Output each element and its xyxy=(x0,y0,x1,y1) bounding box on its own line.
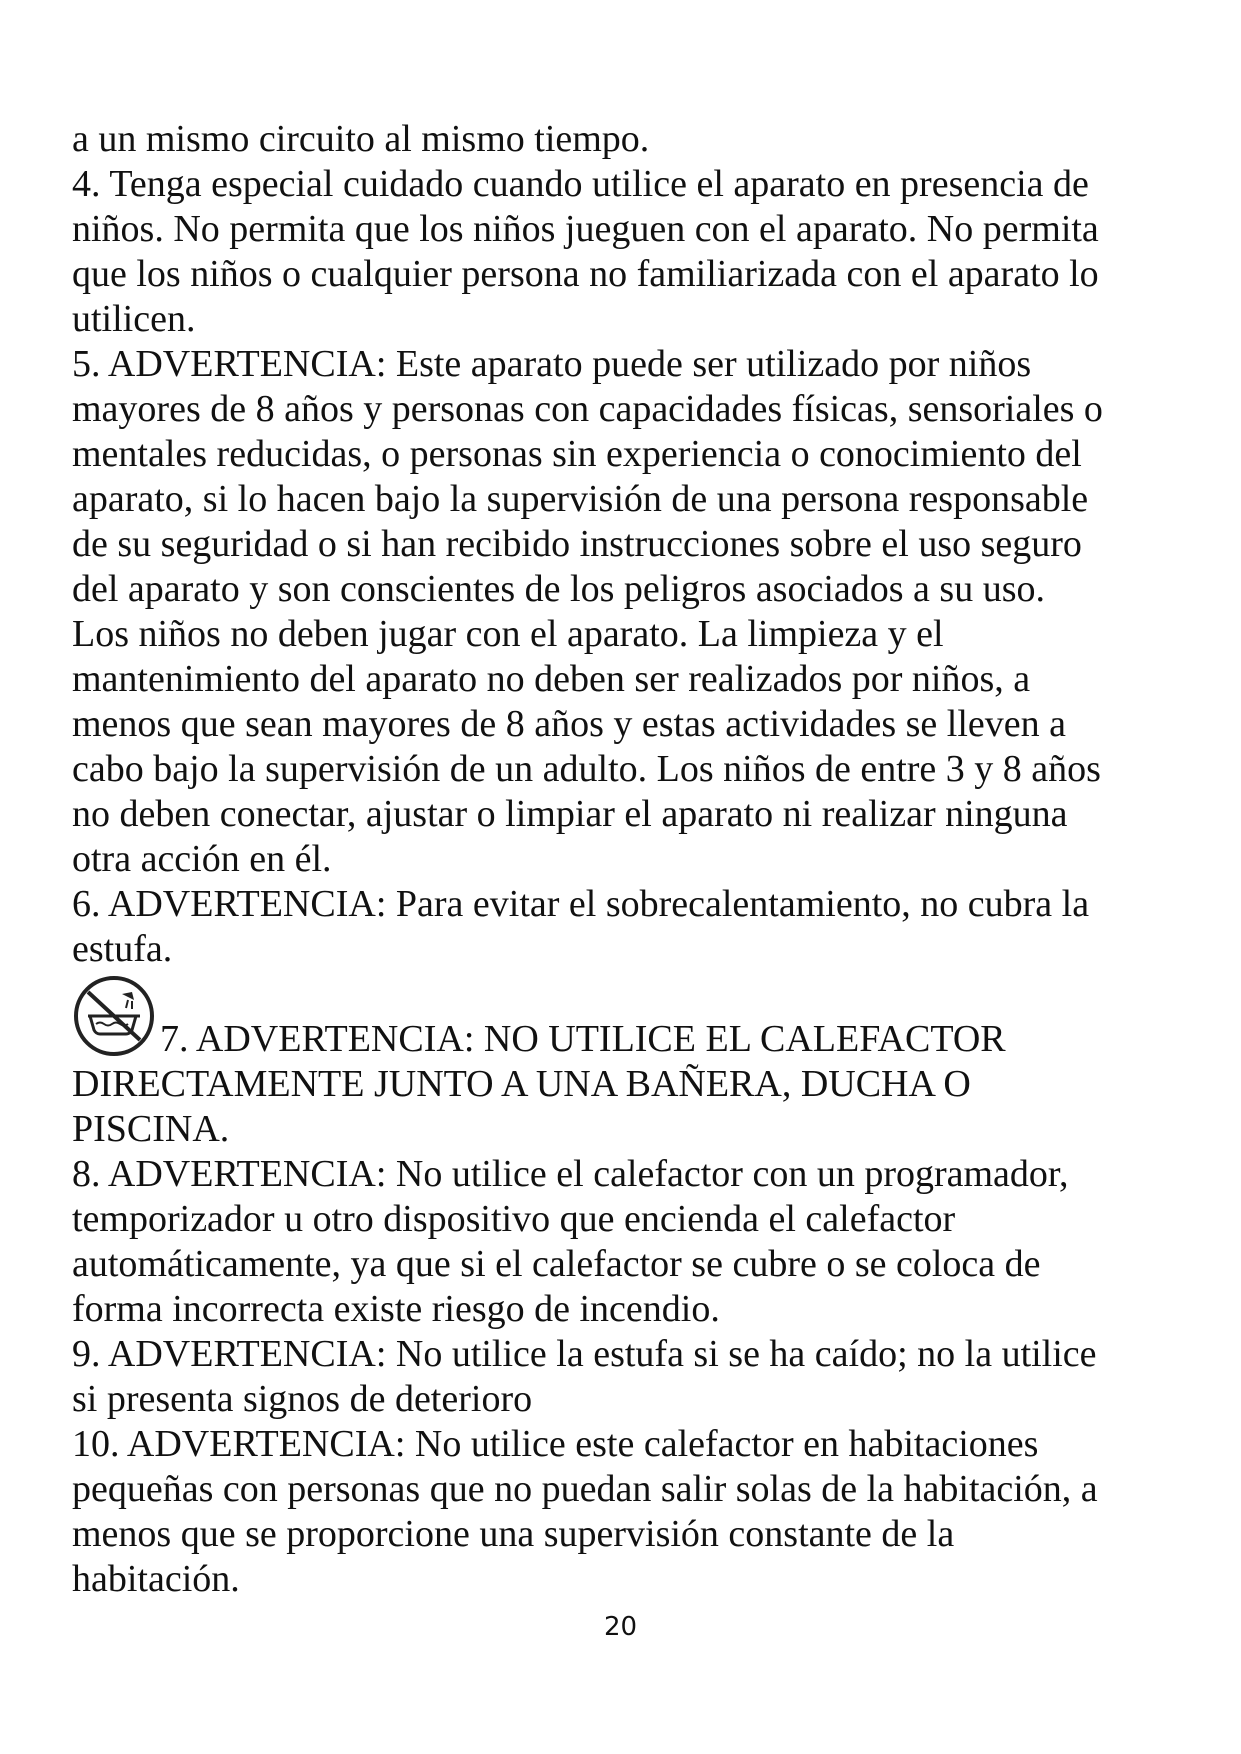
text-line: menos que sean mayores de 8 años y estas actividades se lleven a xyxy=(72,703,1067,745)
text-line: Los niños no deben jugar con el aparato. La limpieza y el xyxy=(72,613,944,655)
page-number: 20 xyxy=(603,1612,638,1642)
text-line: 9. ADVERTENCIA: No utilice la estufa si se ha caído; no la utilice xyxy=(72,1333,1097,1375)
text-line: que los niños o cualquier persona no familiarizada con el aparato lo xyxy=(72,253,1099,295)
text-line: 8. ADVERTENCIA: No utilice el calefactor con un programador, xyxy=(72,1153,1069,1195)
text-line: cabo bajo la supervisión de un adulto. Los niños de entre 3 y 8 años xyxy=(72,748,1101,790)
text-line: no deben conectar, ajustar o limpiar el aparato ni realizar ninguna xyxy=(72,793,1068,835)
text-line: temporizador u otro dispositivo que encienda el calefactor xyxy=(72,1198,956,1240)
warning-7-title: 7. ADVERTENCIA: NO UTILICE EL CALEFACTOR xyxy=(160,1018,1006,1060)
text-line: 5. ADVERTENCIA: Este aparato puede ser utilizado por niños xyxy=(72,343,1032,385)
text-line: 6. ADVERTENCIA: Para evitar el sobrecalentamiento, no cubra la xyxy=(72,883,1090,925)
text-line: habitación. xyxy=(72,1558,240,1600)
text-line: niños. No permita que los niños jueguen con el aparato. No permita xyxy=(72,208,1099,250)
text-line: aparato, si lo hacen bajo la supervisión de una persona responsable xyxy=(72,478,1089,520)
text-line: automáticamente, ya que si el calefactor se cubre o se coloca de xyxy=(72,1243,1041,1285)
text-line: menos que se proporcione una supervisión constante de la xyxy=(72,1513,955,1555)
text-line: a un mismo circuito al mismo tiempo. xyxy=(72,118,650,160)
warning-7-block xyxy=(72,972,1182,1062)
text-line: de su seguridad o si han recibido instrucciones sobre el uso seguro xyxy=(72,523,1082,565)
text-line: mayores de 8 años y personas con capacidades físicas, sensoriales o xyxy=(72,388,1103,430)
text-line: del aparato y son conscientes de los peligros asociados a su uso. xyxy=(72,568,1045,610)
text-line: PISCINA. xyxy=(72,1108,230,1150)
text-line: forma incorrecta existe riesgo de incendio. xyxy=(72,1288,720,1330)
text-line: mentales reducidas, o personas sin experiencia o conocimiento del xyxy=(72,433,1082,475)
text-line: 10. ADVERTENCIA: No utilice este calefactor en habitaciones xyxy=(72,1423,1039,1465)
text-line: otra acción en él. xyxy=(72,838,332,880)
text-line: DIRECTAMENTE JUNTO A UNA BAÑERA, DUCHA O xyxy=(72,1063,971,1105)
no-bathtub-icon xyxy=(70,972,158,1060)
text-line: 4. Tenga especial cuidado cuando utilice el aparato en presencia de xyxy=(72,163,1089,205)
page-body xyxy=(72,117,1182,1602)
text-line: mantenimiento del aparato no deben ser realizados por niños, a xyxy=(72,658,1031,700)
text-line: estufa. xyxy=(72,928,173,970)
text-line: pequeñas con personas que no puedan salir solas de la habitación, a xyxy=(72,1468,1098,1510)
text-line: utilicen. xyxy=(72,298,196,340)
text-line: si presenta signos de deterioro xyxy=(72,1378,533,1420)
